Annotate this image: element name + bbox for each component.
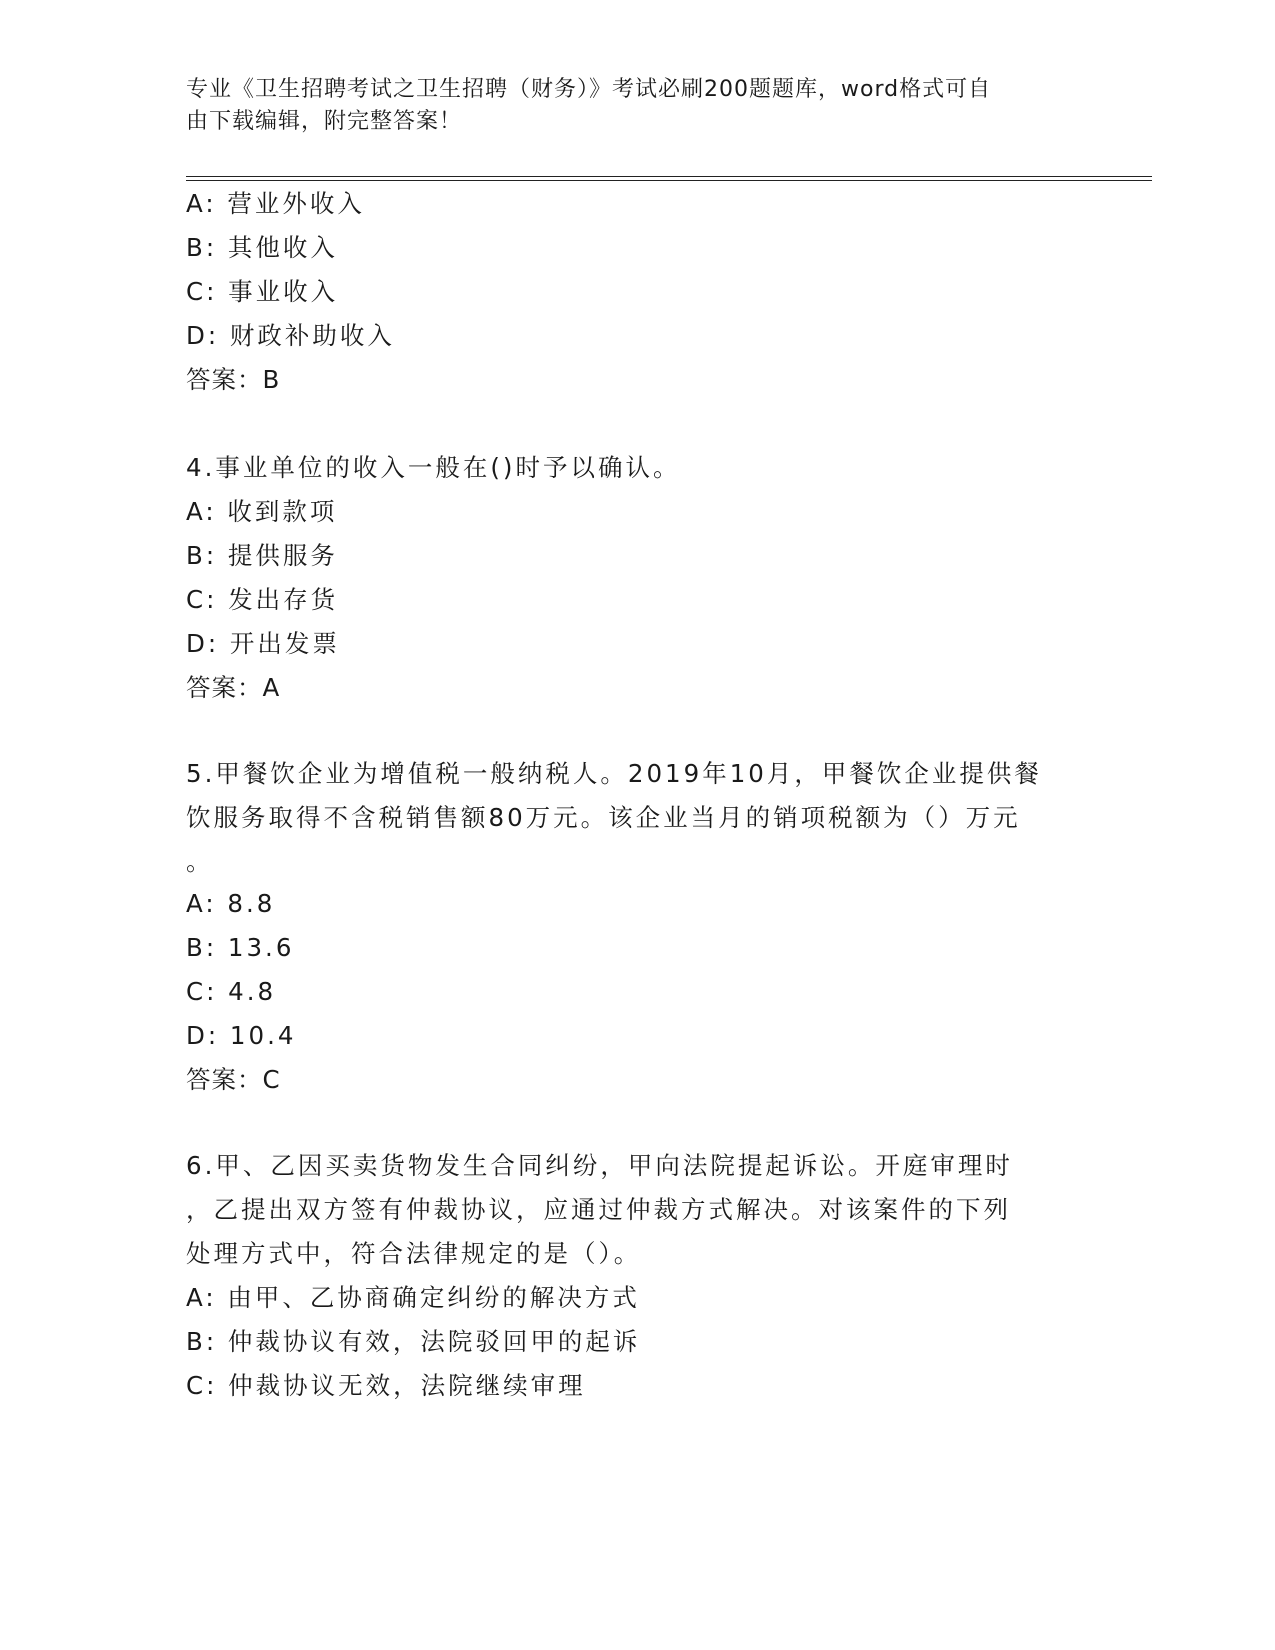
q5-option-c: C: 4.8 [186,977,277,1006]
q6-question-line-2: ，乙提出双方签有仲裁协议，应通过仲裁方式解决。对该案件的下列 [186,1195,1011,1224]
q5-question-line-3: 。 [186,847,214,876]
q3-option-d: D: 财政补助收入 [186,321,395,350]
q5-option-d: D: 10.4 [186,1021,297,1050]
q4-option-b: B: 提供服务 [186,541,338,570]
q5-option-b: B: 13.6 [186,933,295,962]
q3-option-a: A: 营业外收入 [186,189,365,218]
q5-question-line-2: 饮服务取得不含税销售额80万元。该企业当月的销项税额为（）万元 [186,803,1021,832]
q4-question: 4.事业单位的收入一般在()时予以确认。 [186,453,681,482]
q3-option-c: C: 事业收入 [186,277,339,306]
q4-option-d: D: 开出发票 [186,629,340,658]
q4-answer: 答案：A [186,673,280,702]
q4-option-c: C: 发出存货 [186,585,339,614]
q6-option-c: C: 仲裁协议无效，法院继续审理 [186,1371,586,1400]
q6-question-line-3: 处理方式中，符合法律规定的是（）。 [186,1239,642,1268]
header-line-1: 专业《卫生招聘考试之卫生招聘（财务）》考试必刷200题题库，word格式可自 [186,77,992,102]
q6-option-a: A: 由甲、乙协商确定纠纷的解决方式 [186,1283,640,1312]
header-line-2: 由下载编辑，附完整答案！ [186,109,463,134]
q6-option-b: B: 仲裁协议有效，法院驳回甲的起诉 [186,1327,641,1356]
q3-answer: 答案：B [186,365,280,394]
q5-question-line-1: 5.甲餐饮企业为增值税一般纳税人。2019年10月，甲餐饮企业提供餐 [186,759,1042,788]
document-header [186,74,1066,138]
q4-option-a: A: 收到款项 [186,497,338,526]
q5-answer: 答案：C [186,1065,280,1094]
q5-option-a: A: 8.8 [186,889,276,918]
q3-option-b: B: 其他收入 [186,233,338,262]
header-divider [186,176,1152,181]
q6-question-line-1: 6.甲、乙因买卖货物发生合同纠纷，甲向法院提起诉讼。开庭审理时 [186,1151,1013,1180]
